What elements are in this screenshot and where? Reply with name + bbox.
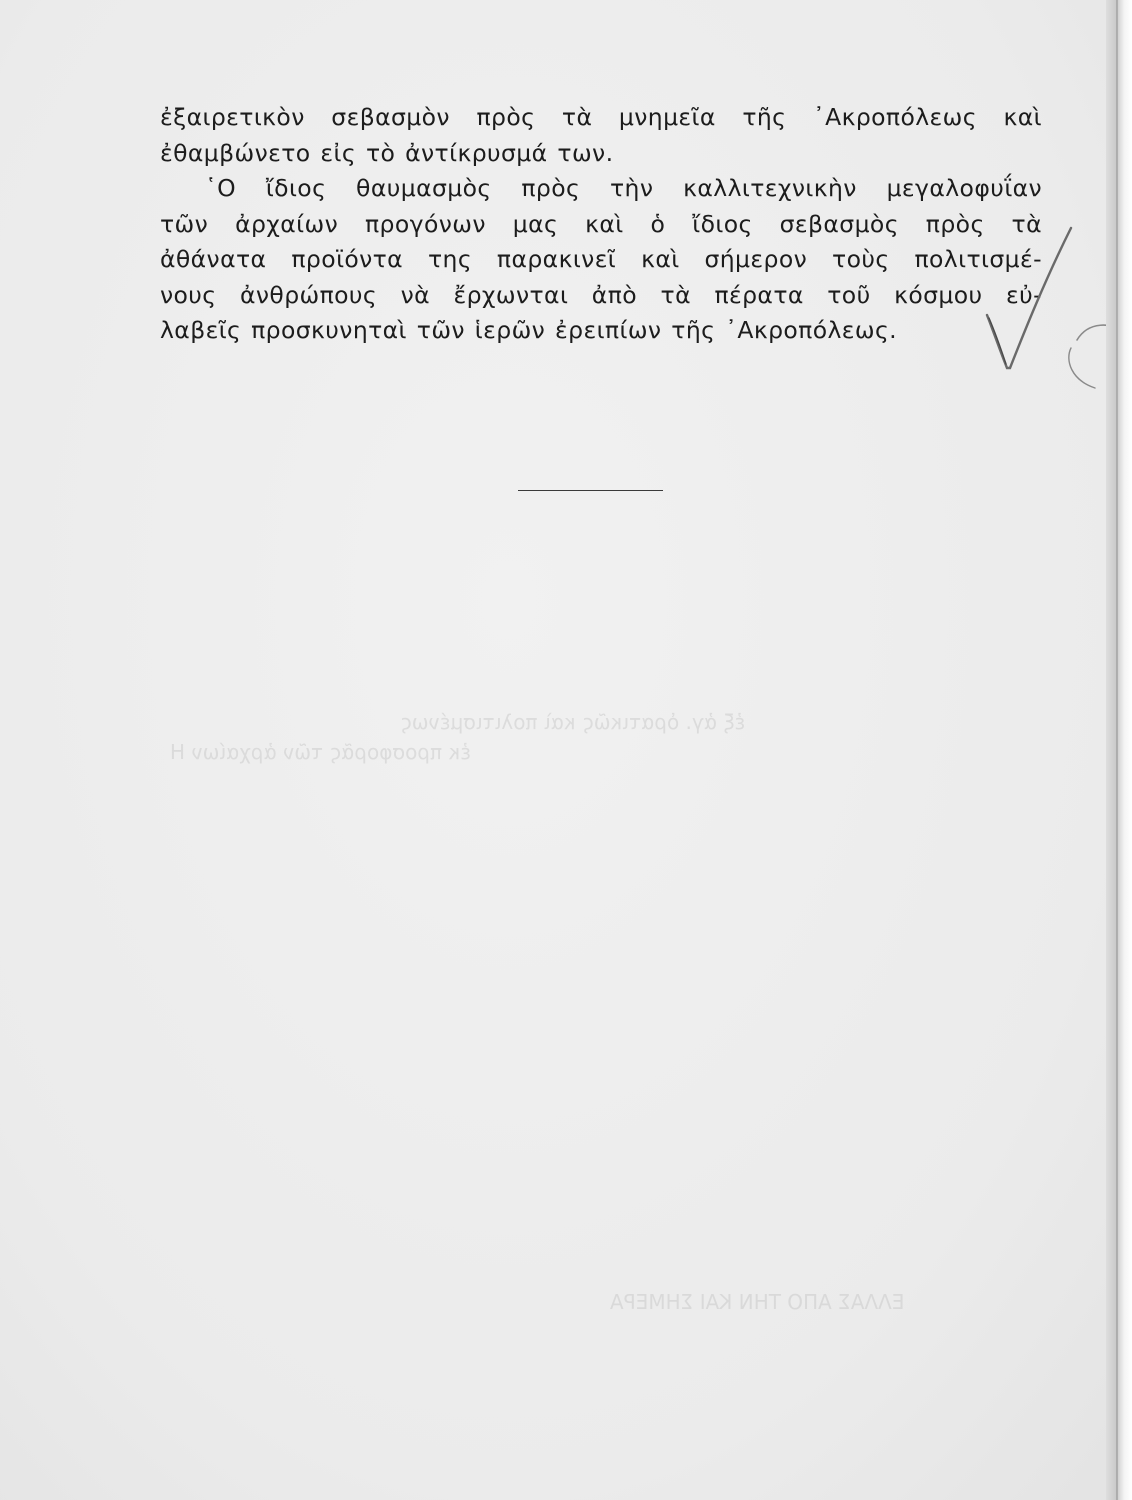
text-line: ἀθάνατα προϊόντα της παρακινεῖ καὶ σήμερον τοὺς πολιτισμέ- [160,245,1042,273]
bleed-through-text: ἐξ ἀγ. ὁρατικῶς καὶ πολιτισμένως [400,710,746,734]
text-line: νους ἀνθρώπους νὰ ἔρχωνται ἀπὸ τὰ πέρατα τοῦ κόσμου εὐ- [160,280,1042,309]
page-edge-shadow [1106,0,1132,1500]
text-line: λαβεῖς προσκυνηταὶ τῶν ἱερῶν ἐρειπίων τῆς ᾿Ακροπόλεως. [160,316,898,344]
checkmark-icon [985,220,1125,420]
text-line: ῾Ο ἴδιος θαυμασμὸς πρὸς τὴν καλλιτεχνικὴν μεγαλοφυΐαν [205,174,1042,202]
bleed-through-text: ἐκ προσφορᾶς τῶν ἀρχαίων Η [170,740,472,764]
bleed-through-text: ΕΛΛΑΣ ΑΠΟ ΤΗΝ ΚΑΙ ΣΗΜΕΡΑ [610,1290,905,1314]
text-line: ἐθαμβώνετο εἰς τὸ ἀντίκρυσμά των. [160,138,614,167]
text-line: ἐξαιρετικὸν σεβασμὸν πρὸς τὰ μνημεῖα τῆς ᾿Ακροπόλεως καὶ [160,103,1042,131]
text-line: τῶν ἀρχαίων προγόνων μας καὶ ὁ ἴδιος σεβασμὸς πρὸς τὰ [160,209,1042,238]
section-divider [518,490,663,491]
page-edge-line [1116,0,1118,1500]
body-text [160,100,1042,349]
